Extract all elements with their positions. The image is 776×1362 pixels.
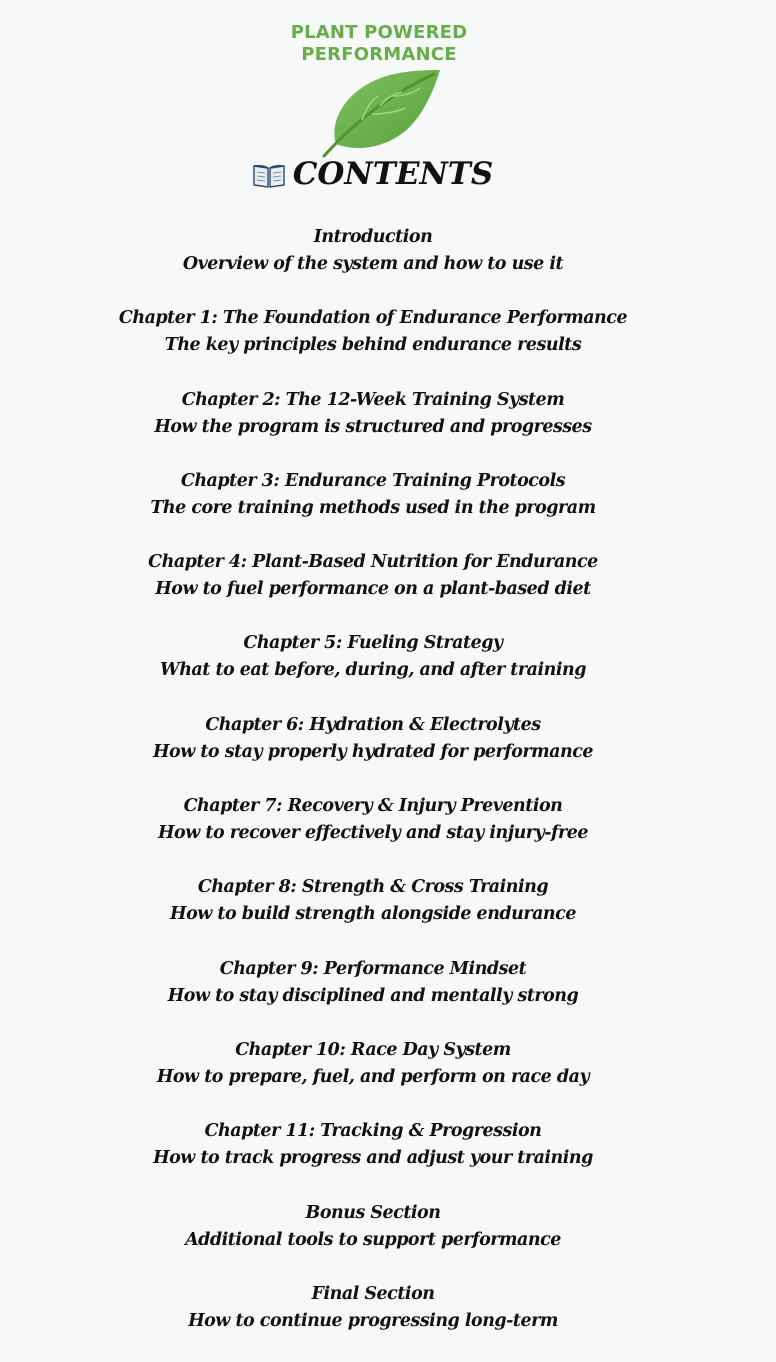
toc-entry-description: How to track progress and adjust your training xyxy=(153,1148,593,1169)
toc-entry-title: Chapter 10: Race Day System xyxy=(235,1039,511,1060)
toc-entry-chapter-2 xyxy=(0,387,746,468)
toc-entry-description: How to stay disciplined and mentally strong xyxy=(167,985,579,1006)
toc-entry-description: The core training methods used in the program xyxy=(150,497,596,518)
toc-entry-title: Final Section xyxy=(311,1283,435,1304)
toc-entry-description: How the program is structured and progresses xyxy=(154,416,592,437)
toc-entry-title: Chapter 6: Hydration & Electrolytes xyxy=(205,714,541,735)
toc-entry-title: Introduction xyxy=(313,227,433,247)
toc-entry-chapter-10 xyxy=(0,1037,746,1118)
toc-entry-title: Chapter 5: Fueling Strategy xyxy=(243,633,503,654)
toc-entry-description: How to fuel performance on a plant-based diet xyxy=(155,579,591,600)
open-book-icon xyxy=(253,162,285,188)
brand-logo xyxy=(0,22,776,160)
toc-entry-description: How to stay properly hydrated for performance xyxy=(152,741,593,762)
toc-entry-chapter-6 xyxy=(0,712,746,793)
toc-entry-chapter-8 xyxy=(0,874,746,955)
toc-entry-final-section xyxy=(0,1281,746,1362)
toc-entry-chapter-3 xyxy=(0,468,746,549)
table-of-contents xyxy=(0,224,746,1362)
toc-entry-chapter-9 xyxy=(0,956,746,1037)
contents-title: CONTENTS xyxy=(292,156,494,192)
toc-entry-description: Overview of the system and how to use it xyxy=(182,254,564,274)
toc-entry-title: Chapter 2: The 12-Week Training System xyxy=(181,389,565,410)
brand-name-line-2: PERFORMANCE xyxy=(301,44,457,65)
leaf-icon xyxy=(322,66,446,158)
toc-entry-title: Chapter 8: Strength & Cross Training xyxy=(197,877,549,898)
toc-entry-bonus-section xyxy=(0,1200,746,1281)
toc-entry-chapter-11 xyxy=(0,1118,746,1199)
toc-entry-chapter-4 xyxy=(0,549,746,630)
contents-heading xyxy=(0,154,746,194)
toc-entry-title: Chapter 7: Recovery & Injury Prevention xyxy=(183,796,563,817)
toc-entry-title: Chapter 4: Plant-Based Nutrition for Endurance xyxy=(148,552,598,573)
toc-entry-description: How to build strength alongside endurance xyxy=(170,904,576,925)
toc-entry-title: Chapter 1: The Foundation of Endurance Performance xyxy=(118,308,628,329)
toc-entry-title: Chapter 3: Endurance Training Protocols xyxy=(180,470,566,491)
toc-entry-title: Chapter 11: Tracking & Progression xyxy=(204,1121,542,1142)
toc-entry-introduction xyxy=(0,224,746,305)
toc-entry-title: Chapter 9: Performance Mindset xyxy=(219,958,527,979)
toc-entry-chapter-5 xyxy=(0,630,746,711)
toc-entry-description: How to recover effectively and stay injury-free xyxy=(158,823,588,844)
toc-entry-chapter-7 xyxy=(0,793,746,874)
toc-entry-description: How to prepare, fuel, and perform on race day xyxy=(156,1066,590,1087)
toc-entry-description: What to eat before, during, and after training xyxy=(160,660,586,681)
toc-entry-title: Bonus Section xyxy=(305,1202,441,1223)
toc-entry-description: How to continue progressing long-term xyxy=(188,1310,558,1331)
toc-entry-description: The key principles behind endurance results xyxy=(164,335,582,356)
brand-name-line-1: PLANT POWERED xyxy=(290,22,468,43)
toc-entry-chapter-1 xyxy=(0,305,746,386)
toc-entry-description: Additional tools to support performance xyxy=(185,1229,561,1250)
